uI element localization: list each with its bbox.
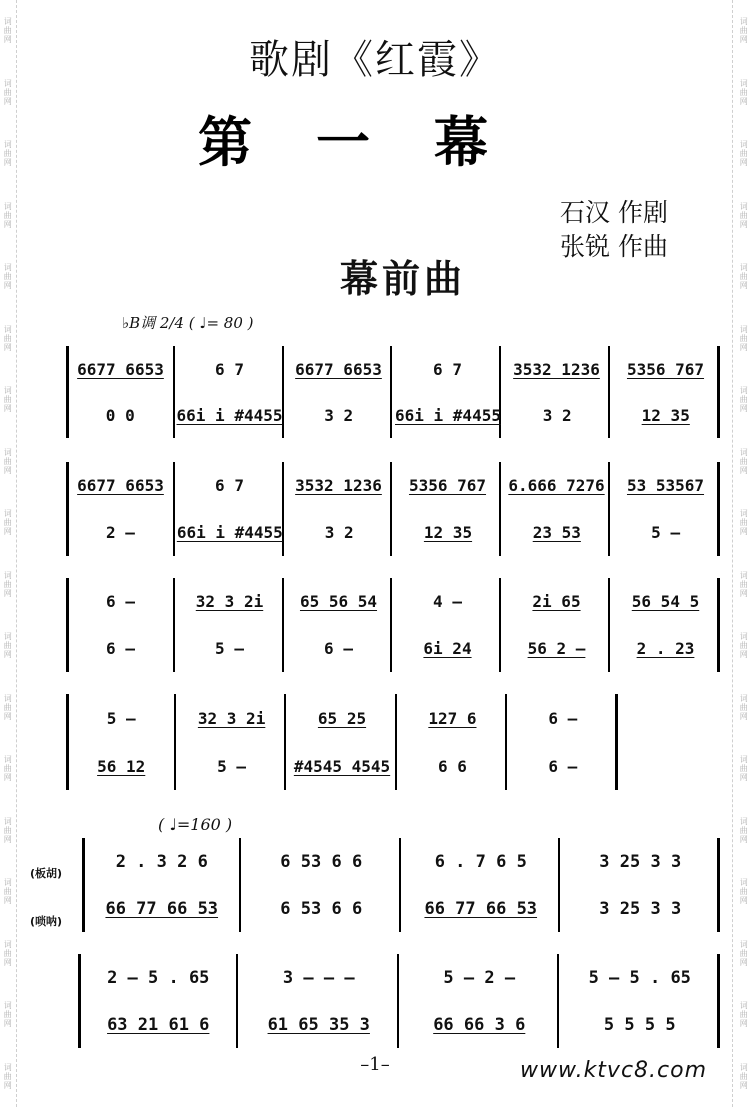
measure: 12 35 <box>423 523 473 542</box>
side-watermark-text: 词曲网 <box>3 263 13 291</box>
measure: 3 2 <box>542 405 572 425</box>
side-watermark-text: 词曲网 <box>739 1062 749 1090</box>
measure: 6 — <box>548 708 578 728</box>
measure: 66 66 3 6 <box>433 1014 526 1035</box>
side-watermark-text: 词曲网 <box>3 1001 13 1029</box>
measure: 2 — <box>105 523 135 542</box>
measure: 6i 24 <box>423 639 472 658</box>
measure: 5 — 5 . 65 <box>588 967 691 988</box>
side-watermark-text: 词曲网 <box>3 693 13 721</box>
measure: 66i i #4455 <box>395 405 501 425</box>
measure: 56 12 <box>97 756 146 776</box>
score-system-3 <box>66 578 720 672</box>
measure: #4545 4545 <box>293 756 391 776</box>
tempo-marking: ( ♩=160 ) <box>158 815 233 834</box>
lower-staff <box>66 509 720 556</box>
side-watermark-text: 词曲网 <box>3 632 13 660</box>
measure: 3532 1236 <box>513 359 600 379</box>
measure: 56 54 5 <box>631 592 700 611</box>
measure: 3 25 3 3 <box>599 898 682 919</box>
side-watermark-text: 词曲网 <box>3 17 13 45</box>
upper-staff <box>78 954 720 1001</box>
measure: 127 6 <box>428 708 477 728</box>
side-watermark-text: 词曲网 <box>3 386 13 414</box>
key-signature: ♭B调 2/4 ( ♩= 80 ) <box>122 314 254 332</box>
side-watermark-text: 词曲网 <box>739 140 749 168</box>
score-system-4 <box>66 694 618 790</box>
side-watermark-text: 词曲网 <box>3 816 13 844</box>
side-watermark-text: 词曲网 <box>739 447 749 475</box>
measure: 2 . 3 2 6 <box>115 851 208 872</box>
measure: 6 7 <box>215 359 244 379</box>
measure: 5356 767 <box>408 476 487 495</box>
website-watermark: www.ktvc8.com <box>520 1058 708 1083</box>
act-heading: 第一幕 <box>198 110 552 174</box>
side-watermark-text: 词曲网 <box>739 324 749 352</box>
measure: 6 — <box>548 756 578 776</box>
side-watermark-text: 词曲网 <box>739 878 749 906</box>
measure: 5 — <box>217 756 247 776</box>
side-watermark-text: 词曲网 <box>739 939 749 967</box>
side-watermark-text: 词曲网 <box>739 78 749 106</box>
measure: 5 — <box>215 639 244 658</box>
section-title: 幕前曲 <box>340 256 467 301</box>
part-label-suona: (唢呐) <box>30 915 63 928</box>
side-watermark-text: 词曲网 <box>739 693 749 721</box>
measure: 65 56 54 <box>299 592 378 611</box>
upper-staff <box>66 694 618 742</box>
measure: 3 2 <box>324 405 354 425</box>
measure: 2 — 5 . 65 <box>107 967 210 988</box>
measure: 65 25 <box>317 708 367 728</box>
side-watermark-text: 词曲网 <box>3 570 13 598</box>
upper-staff <box>66 462 720 509</box>
measure: 6 53 6 6 <box>280 851 363 872</box>
measure: 6677 6653 <box>77 476 164 495</box>
measure: 3 25 3 3 <box>599 851 682 872</box>
side-watermark-text: 词曲网 <box>739 201 749 229</box>
measure: 6 — <box>324 639 353 658</box>
upper-staff <box>66 346 720 392</box>
measure: 3 2 <box>324 523 354 542</box>
measure: 4 — <box>433 592 462 611</box>
measure: 53 53567 <box>626 476 705 495</box>
measure: 5356 767 <box>626 359 705 379</box>
side-watermark-text: 词曲网 <box>739 570 749 598</box>
measure: 6677 6653 <box>295 359 382 379</box>
side-watermark-text: 词曲网 <box>3 509 13 537</box>
measure: 12 35 <box>641 405 690 425</box>
score-system-1 <box>66 346 720 438</box>
measure: 66i i #4455 <box>176 523 283 542</box>
side-watermark-text: 词曲网 <box>3 324 13 352</box>
page-title: 歌剧《红霞》 <box>249 37 501 83</box>
measure: 23 53 <box>532 523 581 542</box>
measure: 66 77 66 53 <box>105 898 219 919</box>
lower-staff <box>66 392 720 438</box>
measure: 3532 1236 <box>295 476 382 495</box>
side-watermark-text: 词曲网 <box>3 755 13 783</box>
side-watermark-text: 词曲网 <box>739 1001 749 1029</box>
part-label-banhu: (板胡) <box>30 867 63 880</box>
measure: 6 — <box>106 592 135 611</box>
side-watermark-text: 词曲网 <box>3 201 13 229</box>
side-watermark-text: 词曲网 <box>3 878 13 906</box>
credits <box>560 196 668 264</box>
measure: 6.666 7276 <box>508 476 605 495</box>
lower-staff <box>66 625 720 672</box>
measure: 61 65 35 3 <box>267 1014 370 1035</box>
score-system-5 <box>82 838 720 932</box>
measure: 5 — <box>651 523 681 542</box>
score-system-6 <box>78 954 720 1048</box>
lower-staff <box>82 885 720 932</box>
side-watermark-text: 词曲网 <box>739 755 749 783</box>
measure: 5 5 5 5 <box>603 1014 676 1035</box>
upper-staff <box>82 838 720 885</box>
part-labels <box>30 850 62 946</box>
measure: 3 — — — <box>282 967 355 988</box>
measure: 66 77 66 53 <box>424 898 538 919</box>
measure: 32 3 2i <box>197 708 266 728</box>
measure: 56 2 — <box>527 639 586 658</box>
page-number: –1– <box>360 1054 390 1075</box>
credit-playwright: 石汉 作剧 <box>560 198 668 227</box>
measure: 6 7 <box>215 476 244 495</box>
measure: 32 3 2i <box>195 592 264 611</box>
side-watermark-text: 词曲网 <box>3 1062 13 1090</box>
side-watermark-text: 词曲网 <box>739 17 749 45</box>
side-watermark-text: 词曲网 <box>739 509 749 537</box>
measure: 6 53 6 6 <box>280 898 363 919</box>
measure: 2 . 23 <box>636 639 695 658</box>
side-watermark-text: 词曲网 <box>739 386 749 414</box>
measure: 6 7 <box>433 359 462 379</box>
measure: 6 . 7 6 5 <box>434 851 527 872</box>
measure: 0 0 <box>105 405 135 425</box>
measure: 6 6 <box>437 756 467 776</box>
side-watermark-text: 词曲网 <box>739 263 749 291</box>
measure: 66i i #4455 <box>176 405 283 425</box>
side-watermark-text: 词曲网 <box>3 140 13 168</box>
side-watermark-text: 词曲网 <box>3 78 13 106</box>
measure: 5 — <box>106 708 136 728</box>
measure: 6677 6653 <box>77 359 164 379</box>
side-watermark-text: 词曲网 <box>3 939 13 967</box>
lower-staff <box>66 742 618 790</box>
side-watermark-text: 词曲网 <box>3 447 13 475</box>
upper-staff <box>66 578 720 625</box>
side-watermark-text: 词曲网 <box>739 816 749 844</box>
side-watermark-text: 词曲网 <box>739 632 749 660</box>
measure: 6 — <box>106 639 135 658</box>
credit-composer: 张锐 作曲 <box>560 232 668 261</box>
measure: 5 — 2 — <box>443 967 516 988</box>
measure: 63 21 61 6 <box>107 1014 210 1035</box>
measure: 2i 65 <box>532 592 581 611</box>
score-system-2 <box>66 462 720 556</box>
lower-staff <box>78 1001 720 1048</box>
